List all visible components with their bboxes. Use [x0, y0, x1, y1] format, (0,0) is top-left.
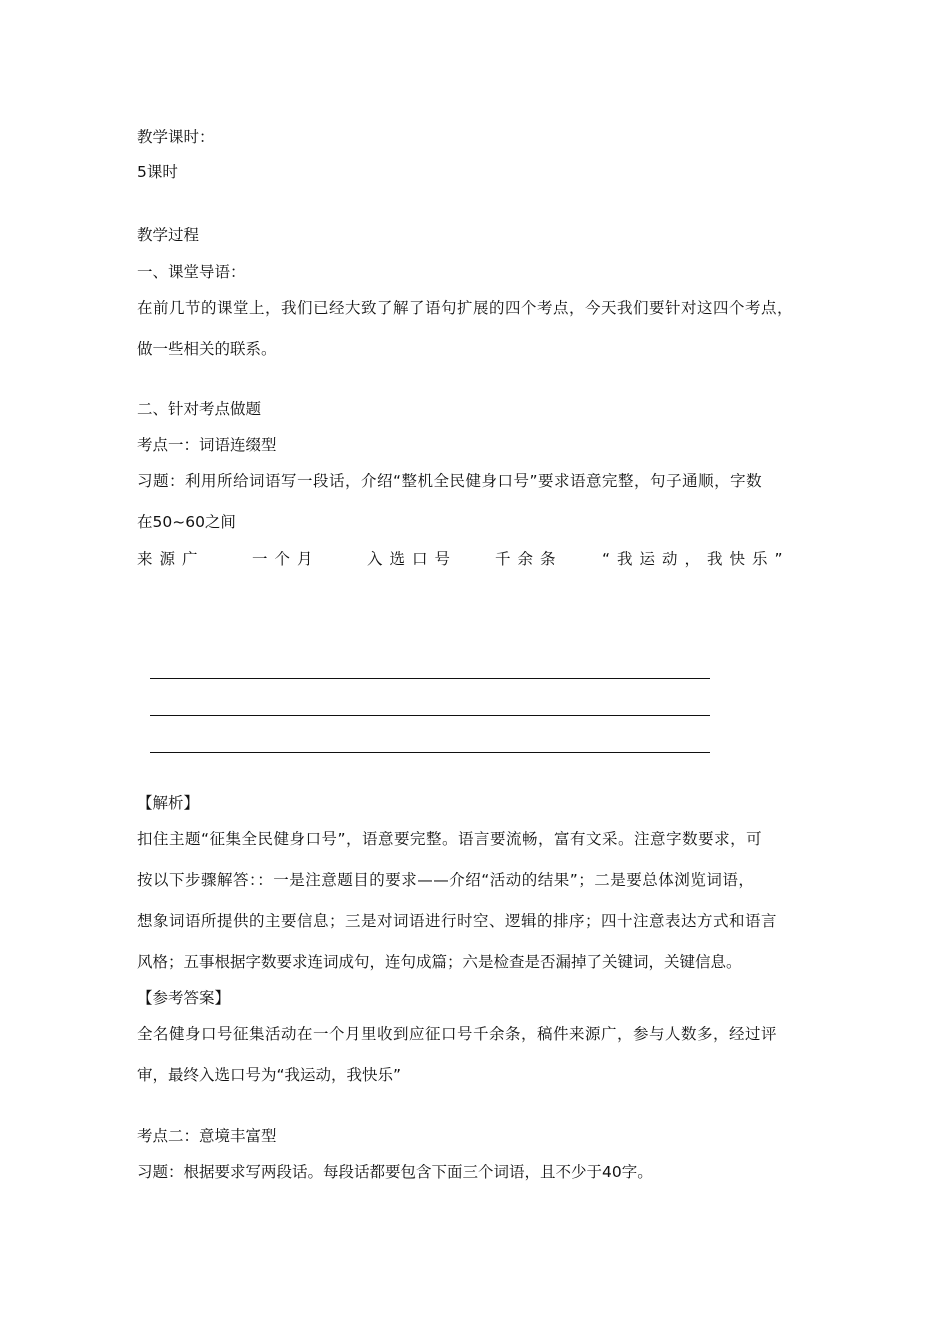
point1-title: 考点一：词语连缀型 [137, 436, 277, 454]
analysis-label: 【解析】 [137, 794, 200, 812]
process-title: 教学过程 [137, 226, 200, 244]
word-item: 一个月 [252, 550, 320, 568]
hours-label: 教学课时： [137, 128, 215, 146]
answer-line[interactable] [150, 752, 710, 753]
section2-heading: 二、针对考点做题 [137, 400, 262, 418]
section1-para-line2: 做一些相关的联系。 [137, 340, 277, 358]
answer-line[interactable] [150, 715, 710, 716]
point2-title: 考点二：意境丰富型 [137, 1127, 277, 1145]
analysis-line: 扣住主题“征集全民健身口号”，语意要完整。语言要流畅，富有文采。注意字数要求，可 [137, 830, 763, 848]
analysis-line: 风格；五事根据字数要求连词成句，连句成篇；六是检查是否漏掉了关键词，关键信息。 [137, 953, 742, 971]
hours-value: 5课时 [137, 163, 178, 181]
section1-para-line1: 在前几节的课堂上，我们已经大致了解了语句扩展的四个考点，今天我们要针对这四个考点， [137, 299, 794, 317]
word-item: “我运动，我快乐” [602, 550, 790, 568]
analysis-line: 想象词语所提供的主要信息；三是对词语进行时空、逻辑的排序；四十注意表达方式和语言 [137, 912, 778, 930]
word-item: 千余条 [495, 550, 563, 568]
answer-label: 【参考答案】 [137, 989, 231, 1007]
point1-exercise-line1: 习题：利用所给词语写一段话，介绍“整机全民健身口号”要求语意完整，句子通顺，字数 [137, 472, 763, 490]
word-item: 来源广 [137, 550, 205, 568]
answer-line-text: 审，最终入选口号为“我运动，我快乐” [137, 1066, 402, 1084]
section1-heading: 一、课堂导语： [137, 263, 246, 281]
answer-line[interactable] [150, 678, 710, 679]
answer-line-text: 全名健身口号征集活动在一个月里收到应征口号千余条，稿件来源广，参与人数多，经过评 [137, 1025, 778, 1043]
analysis-line: 按以下步骤解答：：一是注意题目的要求——介绍“活动的结果”；二是要总体浏览词语， [137, 871, 755, 889]
point2-exercise: 习题：根据要求写两段话。每段话都要包含下面三个词语，且不少于40字。 [137, 1163, 653, 1181]
point1-exercise-line2: 在50~60之间 [137, 513, 236, 531]
word-item: 入选口号 [367, 550, 458, 568]
word-list [137, 549, 817, 569]
